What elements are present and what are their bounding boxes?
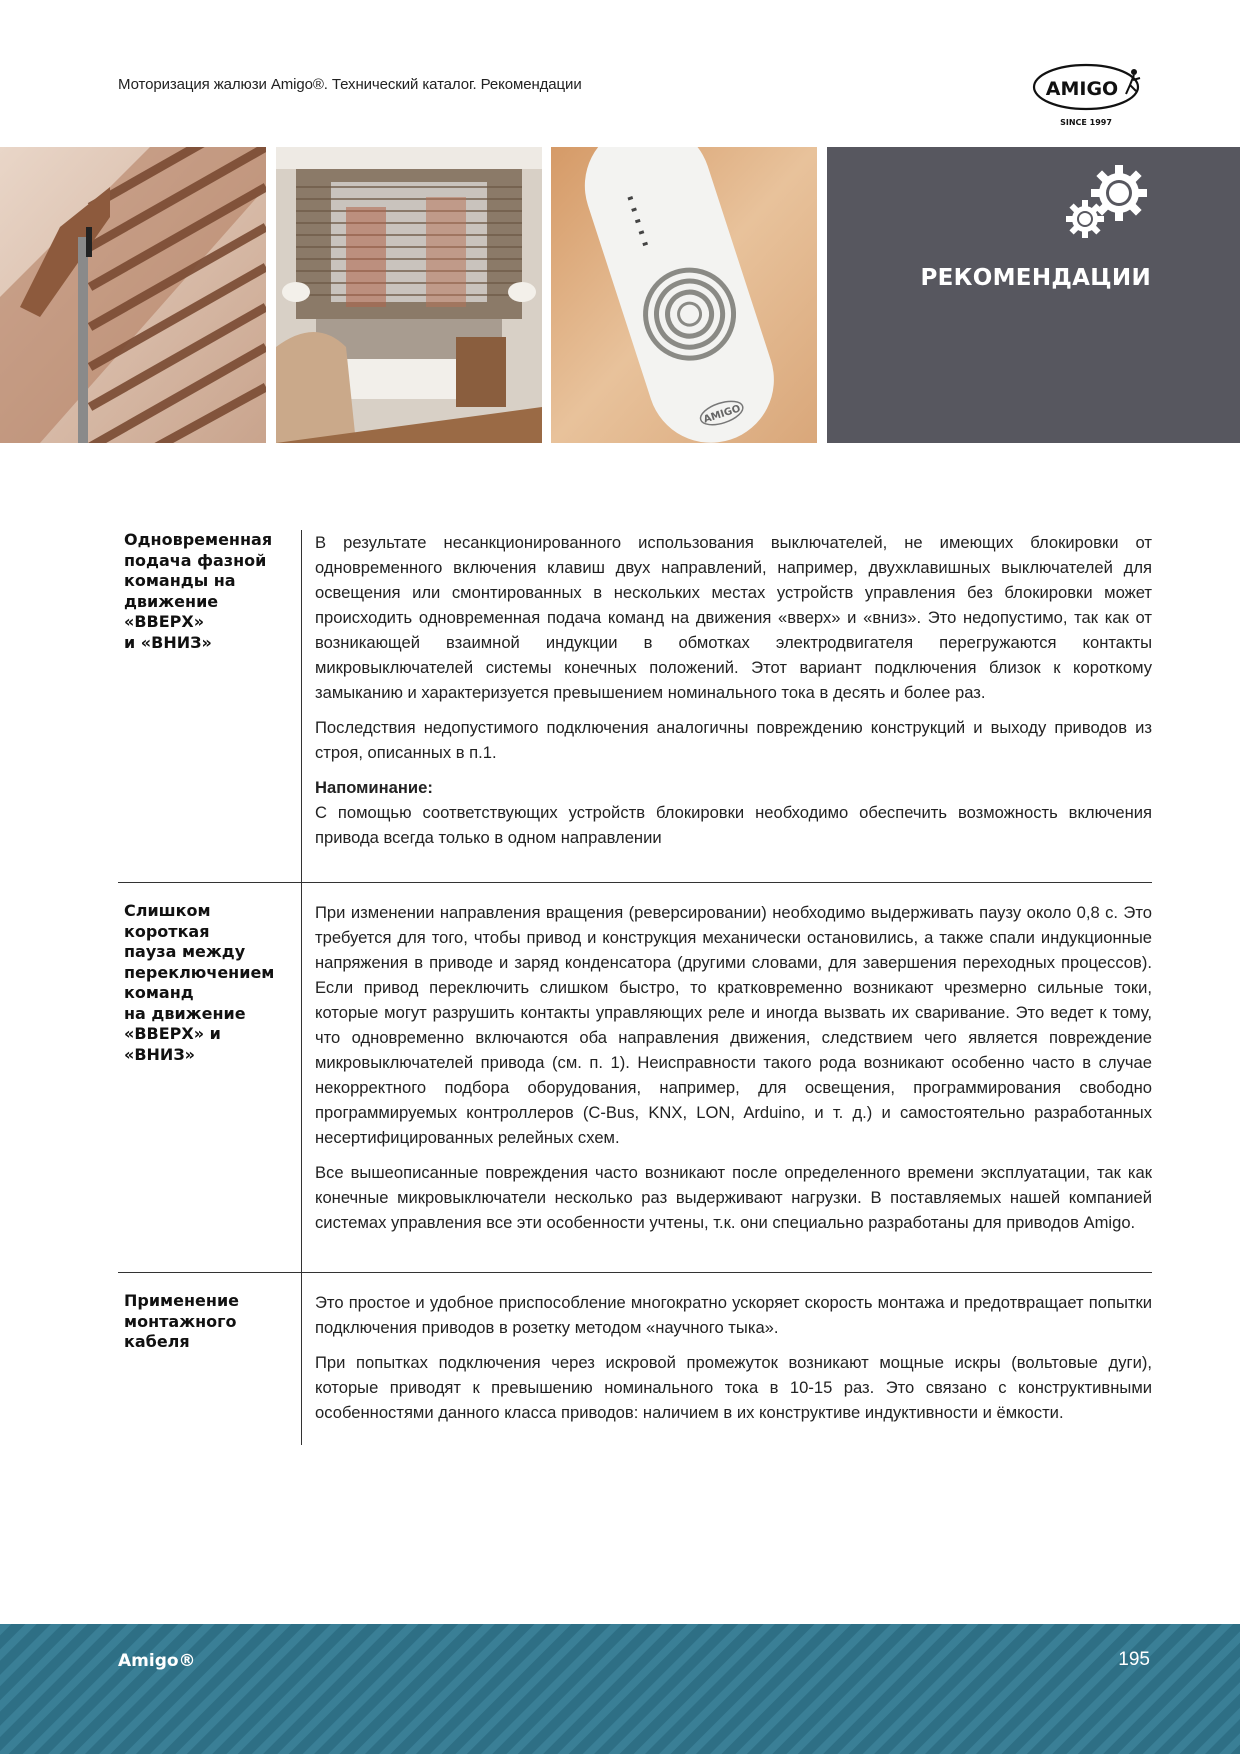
paragraph: Это простое и удобное приспособление многократно ускоряет скорость монтажа и предотвращает попытки подключения приводов в розетку методом «научного тыка». — [315, 1293, 1152, 1337]
label-line: «ВВЕРХ» и «ВНИЗ» — [124, 1024, 221, 1064]
recommendations-table — [118, 530, 1152, 1445]
paragraph: При изменении направления вращения (реверсировании) необходимо выдерживать паузу около 0,8 с. Это требуется для того, чтобы привод и конструкция механически остановились, а также спали индукционные напряжения в приводе и заряд конденсатора (другими словами, для завершения переходных процессов). Если привод переключить слишком быстро, то кратковременно возникают чрезмерно сильные токи, которые могут разрушить контакты управляющих реле и иногда вызвать их сваривание. Это ведет к тому, что одновременно включаются оба направления движения, следствием чего является повреждение микровыключателей привода (см. п. 1). Неисправности такого рода возникают особенно часто в случае некорректного подбора оборудования, например, для освещения, программирования свободно программируемых контроллеров (C-Bus, KNX, LON, Arduino, и т. д.) и самостоятельно разработанных несертифицированных релейных схем. — [315, 903, 1152, 1147]
label-line: Слишком короткая — [124, 901, 211, 941]
section-label — [118, 1273, 301, 1445]
label-line: команды на — [124, 571, 236, 590]
recommendations-panel — [827, 147, 1240, 443]
section-label — [118, 530, 301, 882]
paragraph: При попытках подключения через искровой промежуток возникают мощные искры (вольтовые дуги), которые приводят к превышению номинального тока в 10-15 раз. Это связано с конструктивными особенностями данного класса приводов: наличием в их конструктиве индуктивности и ёмкости. — [315, 1353, 1152, 1422]
section-body — [301, 883, 1152, 1272]
photo-room-window-blinds — [276, 147, 542, 443]
running-header: Моторизация жалюзи Amigo®. Технический каталог. Рекомендации — [118, 76, 582, 93]
reminder-title: Напоминание: — [315, 778, 433, 797]
label-line: команд — [124, 983, 194, 1002]
label-line: и «ВНИЗ» — [124, 632, 212, 652]
section-simultaneous-command — [118, 530, 1152, 882]
label-line: на движение — [124, 1003, 246, 1023]
section-mounting-cable — [118, 1272, 1152, 1445]
label-line: Применение — [124, 1291, 240, 1310]
photo-blinds-closeup — [0, 147, 266, 443]
paragraph: В результате несанкционированного использования выключателей, не имеющих блокировки от одновременного включения клавиш двух направлений, например, двухклавишных выключателей для освещения или смонтированных в нескольких местах устройств управления без блокировки может происходить одновременная подача команд на движения «вверх» и «вниз». Это недопустимо, так как от возникающей взаимной индукции в обмотках электродвигателя перегружаются контакты микровыключателей системы конечных положений. Этот вариант подключения близок к короткому замыканию и характеризуется превышением номинального тока в десять и более раз. — [315, 533, 1152, 702]
label-line: монтажного кабеля — [124, 1311, 237, 1351]
footer — [0, 1624, 1240, 1754]
logo-text: AMIGO — [1045, 78, 1119, 100]
section-title: РЕКОМЕНДАЦИИ — [920, 265, 1151, 291]
label-line: пауза между — [124, 942, 246, 961]
remote-logo-text: AMIGO — [702, 403, 742, 426]
footer-brand: Amigo® — [118, 1651, 196, 1671]
photo-remote-control — [551, 147, 817, 443]
section-short-pause — [118, 882, 1152, 1272]
paragraph: Все вышеописанные повреждения часто возникают после определенного времени эксплуатации, так как конечные микровыключатели несколько раз выдерживают нагрузки. В поставляемых нашей компанией системах управления все эти особенности учтены, т.к. они специально разработаны для приводов Amigo. — [315, 1163, 1152, 1232]
paragraph: Последствия недопустимого подключения аналогичны повреждению конструкций и выходу приводов из строя, описанных в п.1. — [315, 718, 1152, 762]
reminder-text: С помощью соответствующих устройств блокировки необходимо обеспечить возможность включения привода всегда только в одном направлении — [315, 803, 1152, 847]
label-line: переключением — [124, 962, 275, 982]
label-line: подача фазной — [124, 550, 267, 570]
logo-tagline: SINCE 1997 — [1060, 118, 1112, 127]
label-line: Одновременная — [124, 530, 273, 549]
gears-icon — [1065, 165, 1153, 241]
label-line: движение «ВВЕРХ» — [124, 591, 219, 631]
banner — [0, 147, 1240, 443]
section-label — [118, 883, 301, 1272]
page-number: 195 — [1118, 1649, 1150, 1670]
section-body — [301, 1273, 1152, 1445]
amigo-logo — [1030, 58, 1154, 130]
section-body — [301, 530, 1152, 882]
